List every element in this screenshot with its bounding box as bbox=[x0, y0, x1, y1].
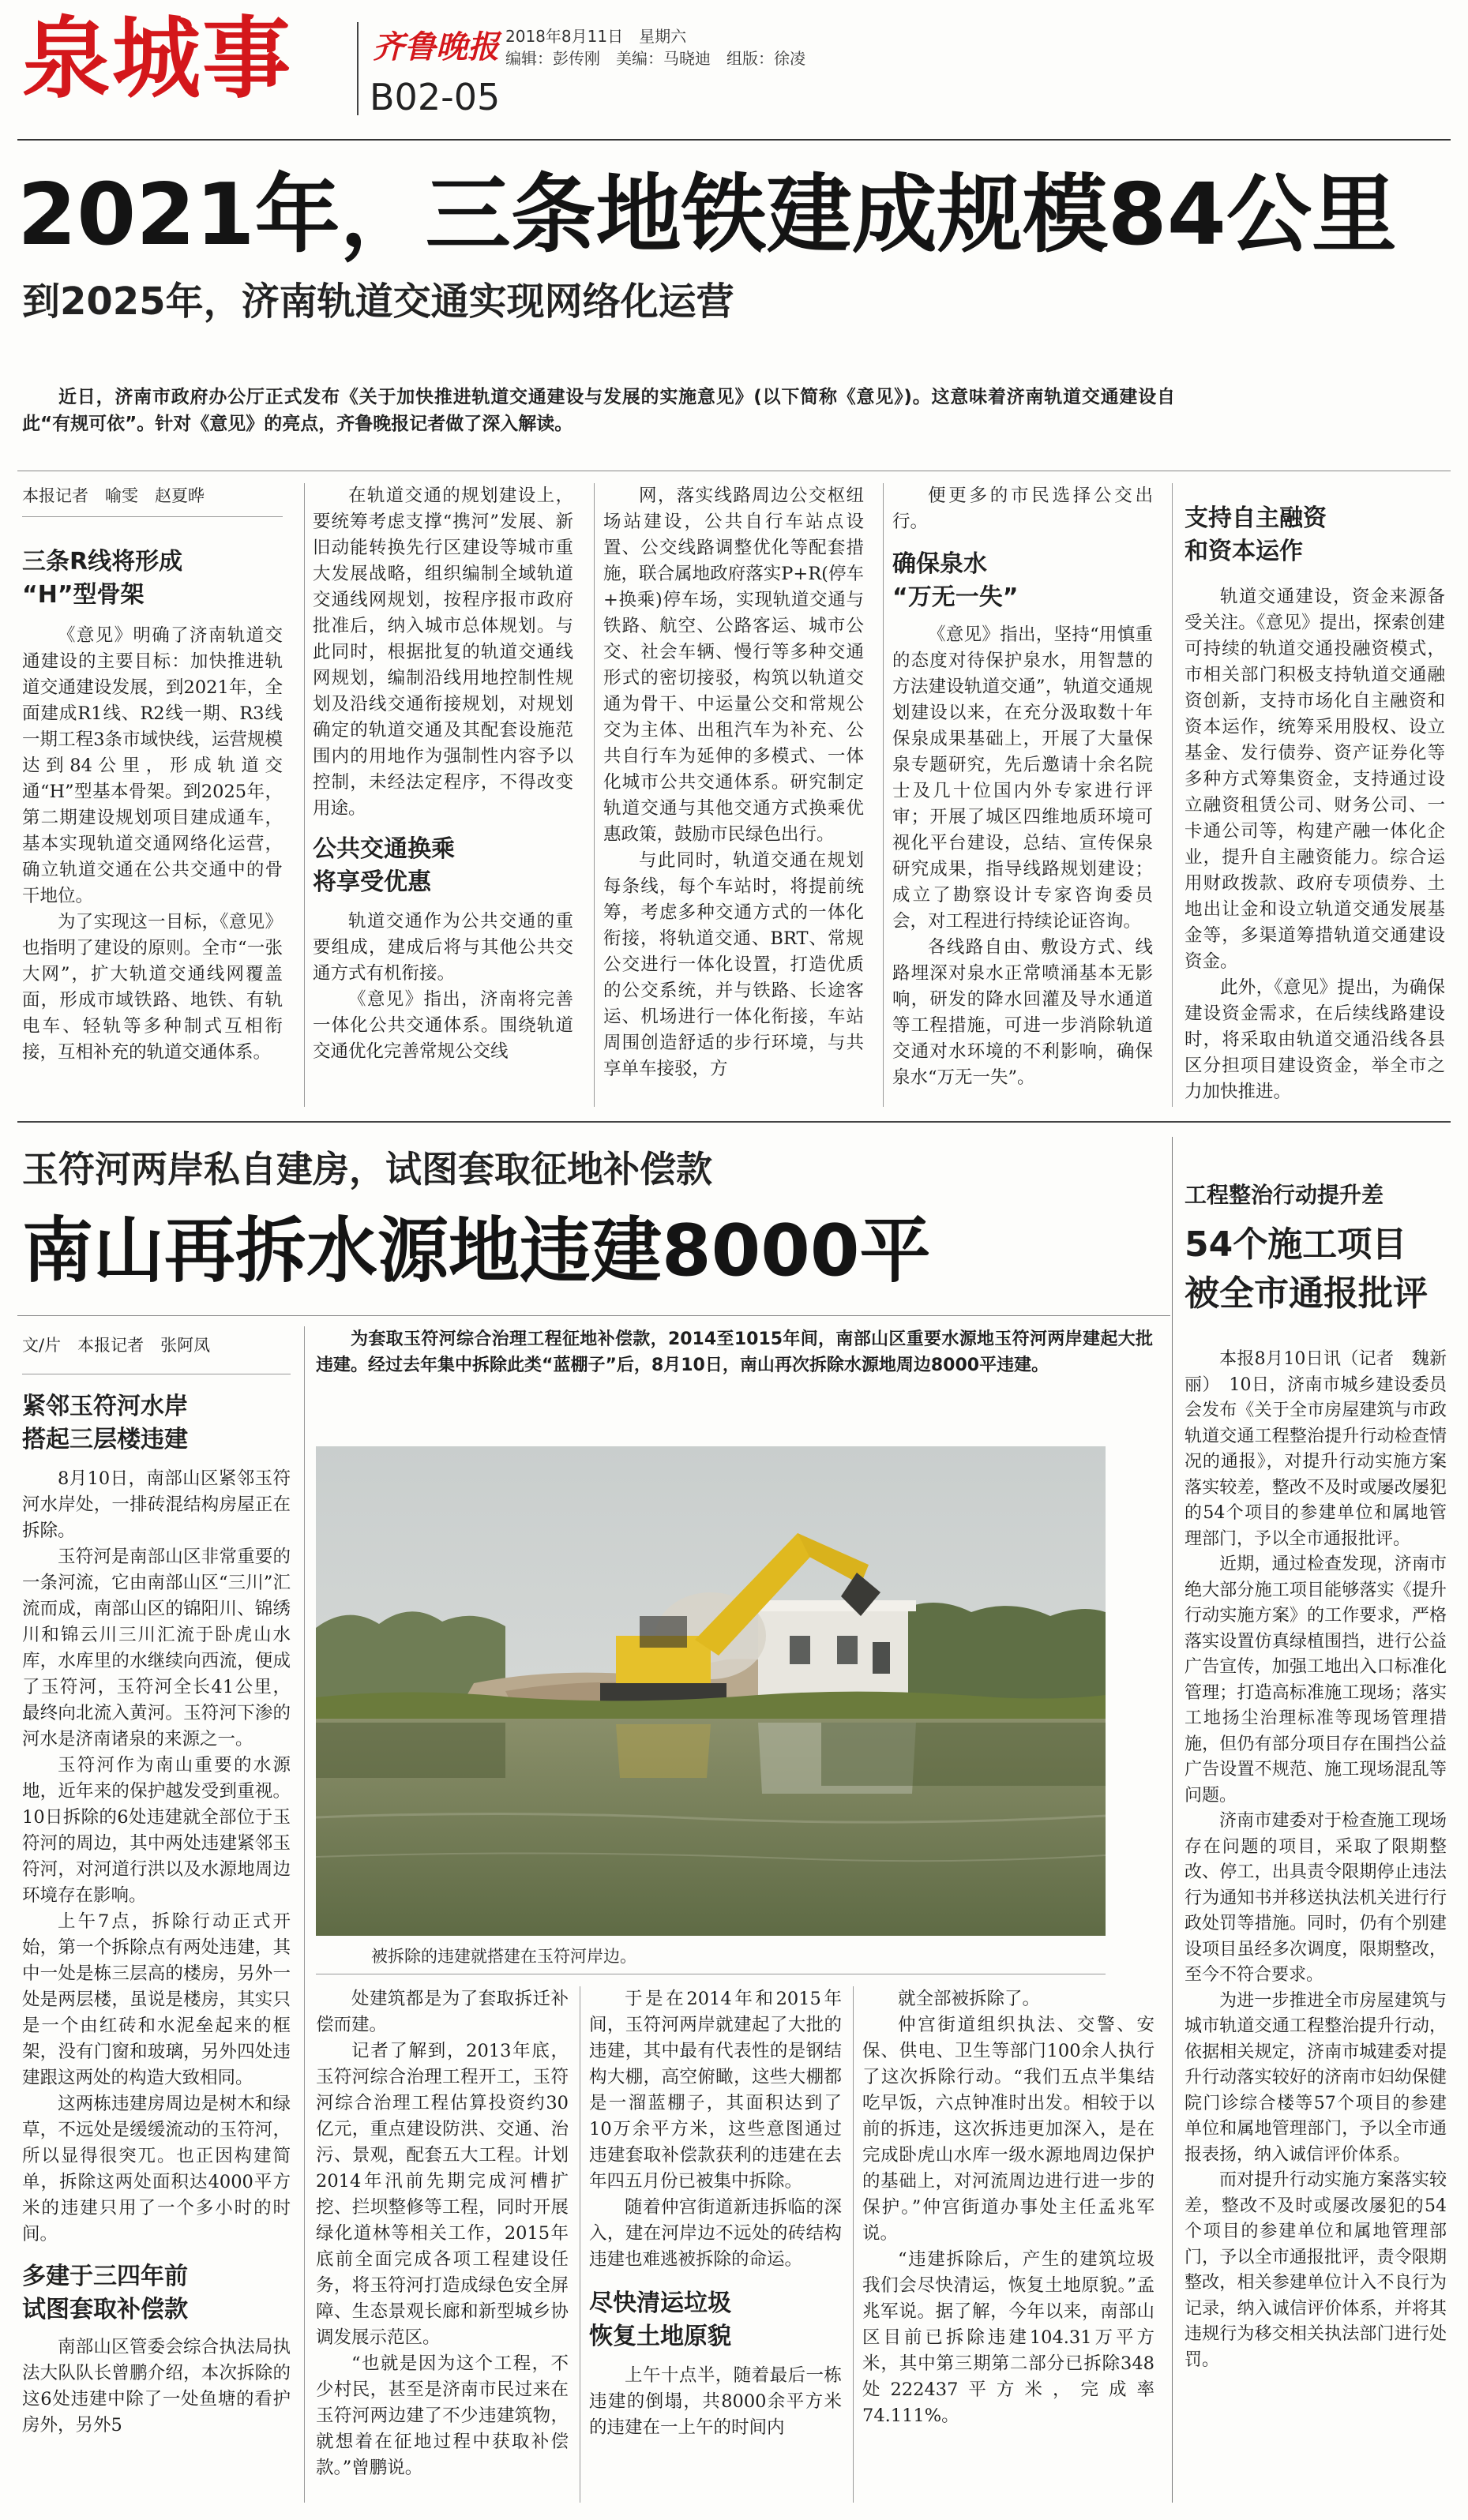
page-code: B02-05 bbox=[370, 76, 501, 118]
article1-headline: 2021年，三条地铁建成规模84公里 bbox=[17, 166, 1397, 264]
article1-subheadline: 到2025年，济南轨道交通实现网络化运营 bbox=[22, 279, 734, 324]
paper-logo: 齐鲁晚报 bbox=[373, 28, 499, 66]
demolition-photo bbox=[316, 1446, 1106, 1936]
article1-byline: 本报记者 喻雯 赵夏晔 bbox=[22, 486, 205, 505]
article1-col1-body: 《意见》明确了济南轨道交通建设的主要目标：加快推进轨道交通建设发展，到2021年，全面建成R1线、R2线一期、R3线一期工程3条市域快线，运营规模达到84公里，形成轨道交通“H”型基本骨架。到2025年，第二期建设规划项目建成通车，基本实现轨道交通网络化运营，确立轨道交通在公共交通中的骨干地位。 为了实现这一目标，《意见》也指明了建设的原则。全市“一张大网”，扩大轨道交通线网覆盖面，形成市域铁路、地铁、有轨电车、轻轨等多种制式互相衔接，互相补充的轨道交通体系。 bbox=[22, 625, 283, 1063]
date-line: 2018年8月11日 星期六 bbox=[505, 27, 687, 46]
article2-col2: 处建筑都是为了套取拆迁补偿而建。 记者了解到，2013年底，玉符河综合治理工程开工，玉符河综合治理工程估算投资约30亿元，重点建设防洪、交通、治污、景观，配套五大工程。计划2014年汛前先期完成河槽扩挖、拦坝整修等工程，同时开展绿化道林等相关工作，2015年底前全面完成各项工程建设任务，将玉符河打造成绿色安全屏障、生态景观长廊和新型城乡协调发展示范区。 “也就是因为这个工程，不少村民，甚至是济南市民过来在玉符河两边建了不少违建筑物，就想着在征地过程中获取补偿款。”曾鹏说。 bbox=[316, 1989, 569, 2478]
article3-body: 本报8月10日讯（记者 魏新丽） 10日，济南市城乡建设委员会发布《关于全市房屋建筑与市政轨道交通工程整治提升行动检查情况的通报》，对提升行动实施方案落实较差，整改不及时或屡改屡犯的54个项目的参建单位和属地管理部门，予以全市通报批评。 近期，通过检查发现，济南市绝大部分施工项目能够落实《提升行动实施方案》的工作要求，严格落实设置仿真绿植围挡，进行公益广告宣传，加强工地出入口标准化管理；打造高标准施工现场；落实工地扬尘治理标准等现场管理措施，但仍有部分项目存在围挡公益广告设置不规范、施工现场混乱等问题。 济南市建委对于检查施工现场存在问题的项目，采取了限期整改、停工，出具责令限期停止违法行为通知书并移送执法机关进行行政处罚等措施。同时，仍有个别建设项目虽经多次调度，限期整改，至今不符合要求。 为进一步推进全市房屋建筑与城市轨道交通工程整治提升行动，依据相关规定，济南市城建委对提升行动落实较好的济南市妇幼保健院门诊综合楼等57个项目的参建单位和属地管理部门，予以全市通报表扬，纳入诚信评价体系。 而对提升行动实施方案落实较差，整改不及时或屡改屡犯的54个项目的参建单位和属地管理部门，予以全市通报批评，责令限期整改，相关参建单位计入不良行为记录，纳入诚信评价体系，并将其违规行为移交相关执法部门进行处罚。 bbox=[1185, 1349, 1447, 2370]
masthead-divider bbox=[357, 22, 359, 115]
excavator-riverbank-image bbox=[316, 1446, 1106, 1936]
article2-lead: 为套取玉符河综合治理工程征地补偿款，2014至1015年间，南部山区重要水源地玉符河两岸建起大批违建。经过去年集中拆除此类“蓝棚子”后，8月10日，南山再次拆除水源地周边8000平违建。 bbox=[316, 1329, 1153, 1375]
article2-col1: 紧邻玉符河水岸 搭起三层楼违建 8月10日，南部山区紧邻玉符河水岸处，一排砖混结构房屋正在拆除。 玉符河是南部山区非常重要的一条河流，它由南部山区“三川”汇流而成，南部山区的锦阳川、锦绣川和锦云川三川汇流于卧虎山水库，水库里的水继续向西流，便成了玉符河，玉符河全长41公里，最终向北流入黄河。玉符河下渗的河水是济南诸泉的来源之一。 玉符河作为南山重要的水源地，近年来的保护越发受到重视。10日拆除的6处违建就全部位于玉符河的周边，其中两处违建紧邻玉符河，对河道行洪以及水源地周边环境存在影响。 上午7点，拆除行动正式开始，第一个拆除点有两处违建，其中一处是栋三层高的楼房，另外一处是两层楼，虽说是楼房，其实只是一个由红砖和水泥垒起来的框架，没有门窗和玻璃，另外四处违建跟这两处的构造大致相同。 这两栋违建房周边是树木和绿草，不远处是缓缓流动的玉符河，所以显得很突兀。也正因构建简单，拆除这两处面积达4000平方米的违建只用了一个多小时的时间。 多建于三四年前 试图套取补偿款 南部山区管委会综合执法局执法大队队长曾鹏介绍，本次拆除的这6处违建中除了一处鱼塘的看护房外，另外5 bbox=[22, 1374, 291, 2439]
article1-col2: 在轨道交通的规划建设上，要统筹考虑支撑“携河”发展、新旧动能转换先行区建设等城市重大发展战略，组织编制全域轨道交通线网规划，按程序报市政府批准后，纳入城市总体规划。与此同时，根据批复的轨道交通线网规划，编制沿线用地控制性规划及沿线交通衔接规划，对规划确定的轨道交通及其配套设施范围内的用地作为强制性内容予以控制，未经法定程序，不得改变用途。 公共交通换乘 将享受优惠 轨道交通作为公共交通的重要组成，建成后将与其他公共交通方式有机衔接。 《意见》指出，济南将完善一体化公共交通体系。围绕轨道交通优化完善常规公交线 bbox=[313, 486, 573, 1062]
masthead bbox=[0, 0, 1468, 134]
column-divider bbox=[304, 483, 305, 1107]
article2-byline: 文/片 本报记者 张阿凤 bbox=[22, 1336, 211, 1355]
column-divider bbox=[1172, 483, 1173, 1107]
article1-subhead-4: 支持自主融资 和资本运作 bbox=[1185, 504, 1327, 565]
article2-col4: 就全部被拆除了。 仲宫街道组织执法、交警、安保、供电、卫生等部门100余人执行了这次拆除行动。“我们五点半集结吃早饭，六点钟准时出发。相较于以前的拆违，这次拆违更加深入，是在完成卧虎山水库一级水源地周边保护的基础上，对河流周边进行进一步的保护。”仲宫街道办事处主任孟兆军说。 “违建拆除后，产生的建筑垃圾我们会尽快清运，恢复土地原貌。”孟兆军说。据了解，今年以来，南部山区目前已拆除违建104.31万平方米，其中第三期第二部分已拆除348处222437平方米，完成率74.111%。 bbox=[862, 1989, 1155, 2426]
article1-subhead-2: 公共交通换乘 将享受优惠 bbox=[313, 835, 455, 896]
article2-subhead-2: 多建于三四年前 试图套取补偿款 bbox=[22, 2263, 188, 2323]
article2-subhead-1: 紧邻玉符河水岸 搭起三层楼违建 bbox=[22, 1393, 188, 1453]
article3 bbox=[1185, 1179, 1447, 2373]
article1-lead: 近日，济南市政府办公厅正式发布《关于加快推进轨道交通建设与发展的实施意见》(以下简称《意见》)。这意味着济南轨道交通建设自此“有规可依”。针对《意见》的亮点，齐鲁晚报记者做了深入解读。 bbox=[22, 387, 1175, 434]
article3-kicker: 工程整治行动提升差 bbox=[1185, 1182, 1384, 1208]
section-title: 泉城事 bbox=[22, 8, 292, 111]
sidebar-divider bbox=[1172, 1137, 1173, 2503]
article1-subhead-1: 三条R线将形成 “H”型骨架 bbox=[22, 548, 183, 609]
article1-subhead-3: 确保泉水 “万无一失” bbox=[892, 550, 1019, 611]
column-divider bbox=[594, 483, 595, 1107]
article3-headline: 54个施工项目 被全市通报批评 bbox=[1185, 1224, 1428, 1314]
photo-caption: 被拆除的违建就搭建在玉符河岸边。 bbox=[371, 1947, 636, 1966]
section-separator bbox=[17, 1121, 1451, 1123]
column-divider bbox=[304, 1326, 305, 2503]
editor-line: 编辑：彭传刚 美编：马晓迪 组版：徐凌 bbox=[505, 49, 805, 68]
article2-col3: 于是在2014年和2015年间，玉符河两岸就建起了大批的违建，其中最有代表性的是钢结构大棚，高空俯瞰，这些大棚都是一溜蓝棚子，其面积达到了10万余平方米，这些意图通过违建套取补偿款获利的违建在去年四五月份已被集中拆除。 随着仲宫街道新违拆临的深入，建在河岸边不远处的砖结构违建也难逃被拆除的命运。 尽快清运垃圾 恢复土地原貌 上午十点半，随着最后一栋违建的倒塌，共8000余平方米的违建在一上午的时间内 bbox=[589, 1989, 842, 2438]
masthead-rule bbox=[17, 139, 1451, 141]
article2-rule bbox=[17, 1315, 1170, 1316]
article1-col4: 便更多的市民选择公交出行。 确保泉水 “万无一失” 《意见》指出，坚持“用慎重的态度对待保护泉水，用智慧的方法建设轨道交通”，轨道交通规划建设以来，在充分汲取数十年保泉成果基础上，开展了大量保泉专题研究，先后邀请十余名院士及几十位国内外专家进行评审；开展了城区四维地质环境可视化平台建设，总结、宣传保泉研究成果，指导线路规划建设；成立了勘察设计专家咨询委员会，对工程进行持续论证咨询。 各线路自由、敷设方式、线路埋深对泉水正常喷涌基本无影响，研发的降水回灌及导水通道等工程措施，可进一步消除轨道交通对水环境的不利影响，确保泉水“万无一失”。 bbox=[892, 486, 1153, 1088]
article1-col3: 网，落实线路周边公交枢纽场站建设，公共自行车站点设置、公交线路调整优化等配套措施，联合属地政府落实P+R(停车+换乘)停车场，实现轨道交通与铁路、航空、公路客运、城市公交、社会车辆、慢行等多种交通形式的密切接驳，构筑以轨道交通为骨干、中运量公交和常规公交为主体、出租汽车为补充、公共自行车为延伸的多模式、一体化城市公共交通体系。研究制定轨道交通与其他交通方式换乘优惠政策，鼓励市民绿色出行。 与此同时，轨道交通在规划每条线，每个车站时，将提前统筹，考虑多种交通方式的一体化衔接，将轨道交通、BRT、常规公交进行一体化设置，打造优质的公交系统，并与铁路、长途客运、机场进行一体化衔接，车站周围创造舒适的步行环境，与共享单车接驳，方 bbox=[603, 486, 864, 1079]
column-divider bbox=[883, 483, 884, 1107]
article2-headline: 南山再拆水源地违建8000平 bbox=[22, 1209, 931, 1292]
column-divider bbox=[853, 1986, 854, 2503]
article1-col5: 支持自主融资 和资本运作 轨道交通建设，资金来源备受关注。《意见》提出，探索创建可持续的轨道交通投融资模式，市相关部门积极支持轨道交通融资创新，支持市场化自主融资和资本运作，统筹采用股权、设立基金、发行债券、资产证券化等多种方式筹集资金，支持通过设立融资租赁公司、财务公司、一卡通公司等，构建产融一体化企业，提升自主融资能力。综合运用财政拨款、政府专项债券、土地出让金和设立轨道交通发展基金等，多渠道筹措轨道交通建设资金。 此外，《意见》提出，为确保建设资金需求，在后续线路建设时，将采取由轨道交通沿线各县区分担项目建设资金，举全市之力加快推进。 bbox=[1185, 502, 1445, 1105]
article1-col1 bbox=[22, 483, 283, 1066]
article2-subhead-3: 尽快清运垃圾 恢复土地原貌 bbox=[589, 2289, 731, 2350]
article2-kicker: 玉符河两岸私自建房，试图套取征地补偿款 bbox=[22, 1148, 712, 1191]
